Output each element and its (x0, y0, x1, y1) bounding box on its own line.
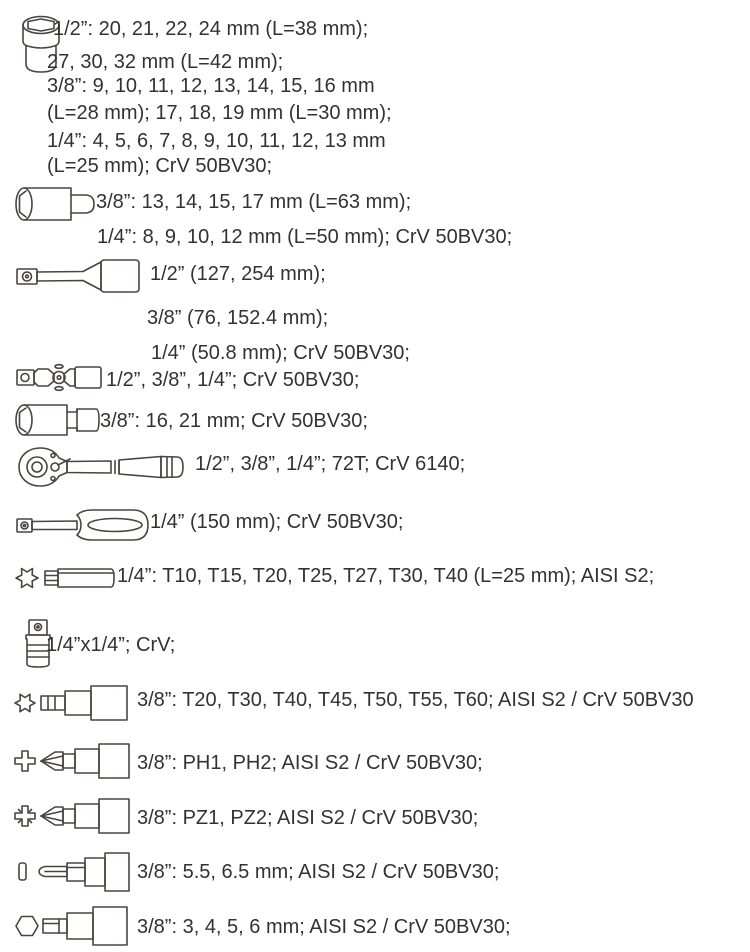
spec-line: 1/4”: T10, T15, T20, T25, T27, T30, T40 (L=25 mm); AISI S2; (117, 565, 655, 587)
universal-joint-icon (15, 360, 103, 394)
spec-line: 1/4” (50.8 mm); CrV 50BV30; (151, 342, 410, 364)
spec-line: (L=28 mm); 17, 18, 19 mm (L=30 mm); (47, 102, 392, 124)
spec-line: (L=25 mm); CrV 50BV30; (47, 155, 273, 177)
pozidriv-bit-socket-icon (13, 795, 131, 837)
spec-line: 1/2” (127, 254 mm); (150, 263, 326, 285)
spec-line: 3/8”: 5.5, 6.5 mm; AISI S2 / CrV 50BV30; (137, 861, 500, 883)
spec-line: 1/4”: 4, 5, 6, 7, 8, 9, 10, 11, 12, 13 mm (47, 130, 386, 152)
deep-socket-icon (15, 186, 99, 222)
phillips-bit-socket-icon (13, 740, 131, 782)
spec-line: 1/2”: 20, 21, 22, 24 mm (L=38 mm); (53, 18, 369, 40)
spec-line: 3/8”: PH1, PH2; AISI S2 / CrV 50BV30; (137, 752, 483, 774)
spec-line: 1/2”, 3/8”, 1/4”; 72T; CrV 6140; (195, 453, 466, 475)
spec-line: 27, 30, 32 mm (L=42 mm); (47, 51, 284, 73)
slotted-bit-socket-icon (13, 850, 131, 894)
spec-line: 1/4”x1/4”; CrV; (46, 634, 176, 656)
extension-bar-icon (15, 256, 143, 296)
spec-line: 3/8”: 9, 10, 11, 12, 13, 14, 15, 16 mm (47, 75, 375, 97)
spec-line: 1/4” (150 mm); CrV 50BV30; (150, 511, 404, 533)
spec-line: 3/8”: 3, 4, 5, 6 mm; AISI S2 / CrV 50BV30; (137, 916, 511, 938)
spec-line: 3/8”: T20, T30, T40, T45, T50, T55, T60; AISI S2 / CrV 50BV30 (137, 689, 694, 711)
spark-plug-socket-icon (15, 403, 101, 437)
spec-line: 1/4”: 8, 9, 10, 12 mm (L=50 mm); CrV 50BV30; (97, 226, 513, 248)
spec-line: 3/8”: PZ1, PZ2; AISI S2 / CrV 50BV30; (137, 807, 479, 829)
ratchet-handle-icon (15, 445, 187, 489)
spec-line: 3/8”: 13, 14, 15, 17 mm (L=63 mm); (96, 191, 412, 213)
spec-line: 3/8”: 16, 21 mm; CrV 50BV30; (100, 410, 368, 432)
spinner-handle-icon (15, 505, 151, 541)
hex-bit-socket-icon (13, 903, 131, 949)
torx-bit-icon (13, 560, 117, 596)
spec-line: 3/8” (76, 152.4 mm); (147, 307, 329, 329)
spec-line: 1/2”, 3/8”, 1/4”; CrV 50BV30; (106, 369, 360, 391)
torx-bit-socket-icon (13, 682, 131, 724)
